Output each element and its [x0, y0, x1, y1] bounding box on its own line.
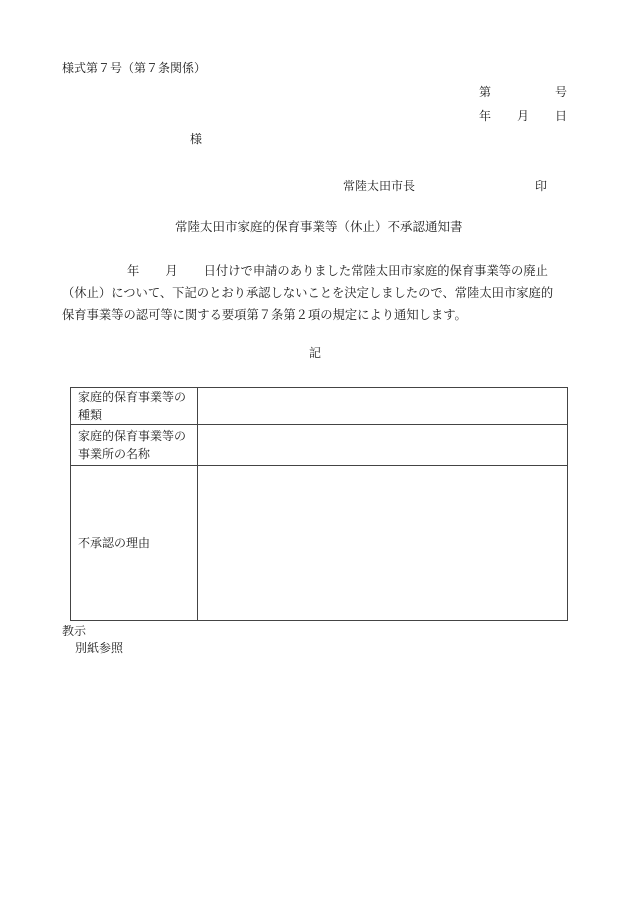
value-rejection-reason[interactable] [198, 466, 568, 621]
form-number: 様式第７号（第７条関係） [62, 61, 207, 75]
date-year: 年 [479, 109, 492, 123]
body-line-3: 保育事業等の認可等に関する要項第７条第２項の規定により通知します。 [62, 308, 467, 322]
label-facility-name: 家庭的保育事業等の 事業所の名称 [71, 425, 198, 466]
sender-title: 常陸太田市長 [343, 179, 416, 193]
body-line-1-text: 日付けで申請のありました常陸太田市家庭的保育事業等の廃止 [203, 264, 548, 278]
body-line-1 [62, 260, 570, 282]
body-date-month: 月 [165, 264, 178, 278]
value-facility-type[interactable] [198, 388, 568, 425]
notice-heading: 教示 [62, 624, 87, 638]
notice-text: 別紙参照 [75, 641, 124, 655]
body-date-year: 年 [127, 264, 140, 278]
ki-heading: 記 [309, 346, 322, 360]
seal-mark: 印 [535, 179, 548, 193]
date-day: 日 [555, 109, 568, 123]
document-number-prefix: 第 [479, 85, 492, 99]
label-rejection-reason: 不承認の理由 [71, 466, 198, 621]
label-facility-type: 家庭的保育事業等の 種類 [71, 388, 198, 425]
document-number-suffix: 号 [555, 85, 568, 99]
addressee-honorific: 様 [190, 132, 203, 146]
table-row-reason [71, 466, 568, 621]
table-row-type [71, 388, 568, 425]
date-month: 月 [517, 109, 530, 123]
document-title: 常陸太田市家庭的保育事業等（休止）不承認通知書 [175, 219, 463, 234]
body-line-2: （休止）について、下記のとおり承認しないことを決定しましたので、常陸太田市家庭的 [62, 286, 554, 300]
value-facility-name[interactable] [198, 425, 568, 466]
body-paragraph [62, 260, 570, 326]
details-table [70, 387, 568, 621]
table-row-name [71, 425, 568, 466]
